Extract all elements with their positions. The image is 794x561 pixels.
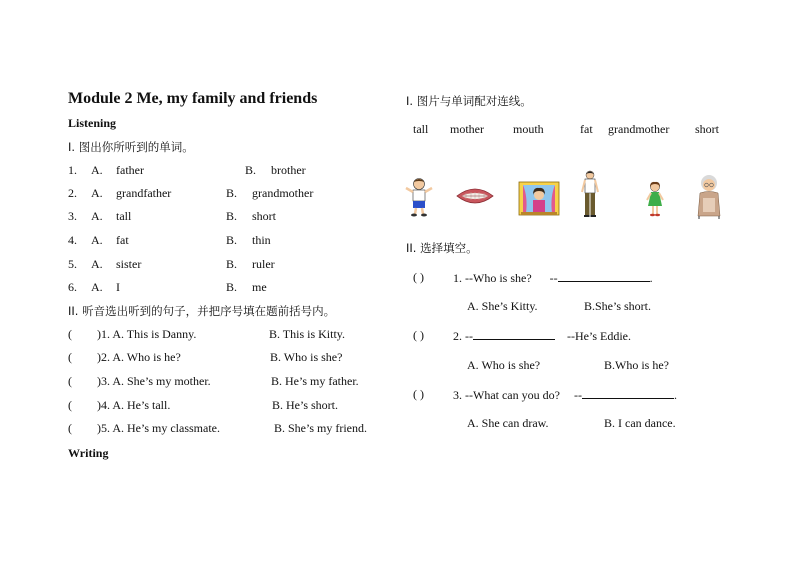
answer-blank[interactable]: [582, 387, 674, 399]
question-part: --: [573, 388, 582, 402]
section-writing: Writing: [68, 446, 109, 460]
word-fat[interactable]: fat: [580, 122, 593, 136]
option-label: B.: [245, 163, 257, 177]
question-text: [453, 270, 653, 286]
answer-paren[interactable]: ( ): [413, 328, 424, 342]
part2-heading: II. 听音选出听到的句子，并把序号填在题前括号内。: [68, 304, 336, 318]
choice-b: B. I can dance.: [604, 416, 676, 430]
choice-a: A. She’s Kitty.: [467, 299, 538, 313]
option-a: sister: [116, 257, 142, 271]
option-label: A.: [91, 233, 103, 247]
word-mother[interactable]: mother: [450, 122, 484, 136]
row-number: 4.: [68, 233, 77, 247]
girl-in-window-picture[interactable]: [518, 181, 560, 216]
question-b: B. Who is she?: [270, 350, 343, 364]
grandmother-picture[interactable]: [696, 174, 722, 220]
answer-blank[interactable]: [558, 270, 650, 282]
answer-paren[interactable]: ( ): [413, 270, 424, 284]
boy-picture[interactable]: [404, 177, 434, 217]
option-b: brother: [271, 163, 306, 177]
question-text: [453, 328, 631, 344]
question-a: )4. A. He’s tall.: [97, 398, 171, 412]
question-text: [453, 387, 677, 403]
option-a: father: [116, 163, 144, 177]
question-a: )1. A. This is Danny.: [97, 327, 197, 341]
answer-blank[interactable]: [473, 328, 555, 340]
row-number: 3.: [68, 209, 77, 223]
option-label: B.: [226, 257, 238, 271]
section-listening: Listening: [68, 116, 117, 130]
word-tall[interactable]: tall: [413, 122, 429, 136]
word-mouth[interactable]: mouth: [513, 122, 544, 136]
question-b: B. He’s short.: [272, 398, 338, 412]
choice-b: B.She’s short.: [584, 299, 652, 313]
row-number: 5.: [68, 257, 77, 271]
option-label: A.: [91, 163, 103, 177]
option-label: B.: [226, 280, 238, 294]
answer-paren[interactable]: (: [68, 327, 72, 341]
option-label: A.: [91, 209, 103, 223]
word-short[interactable]: short: [695, 122, 719, 136]
option-a: tall: [116, 209, 132, 223]
question-a: )3. A. She’s my mother.: [97, 374, 211, 388]
question-part: --He’s Eddie.: [567, 329, 631, 343]
mouth-picture[interactable]: [455, 182, 495, 210]
answer-paren[interactable]: (: [68, 374, 72, 388]
question-part: --: [549, 271, 558, 285]
question-b: B. This is Kitty.: [269, 327, 346, 341]
row-number: 2.: [68, 186, 77, 200]
question-part: 2. --: [453, 329, 473, 343]
option-label: A.: [91, 186, 103, 200]
answer-paren[interactable]: (: [68, 350, 72, 364]
question-a: )2. A. Who is he?: [97, 350, 181, 364]
short-girl-picture[interactable]: [645, 181, 665, 217]
option-a: grandfather: [116, 186, 172, 200]
question-b: B. He’s my father.: [271, 374, 359, 388]
choice-b: B.Who is he?: [604, 358, 669, 372]
choice-a: A. Who is she?: [467, 358, 541, 372]
answer-paren[interactable]: (: [68, 398, 72, 412]
question-end: .: [649, 271, 653, 285]
tall-man-picture[interactable]: [579, 170, 601, 218]
page-title: Module 2 Me, my family and friends: [68, 90, 318, 107]
option-label: A.: [91, 257, 103, 271]
question-part: 3. --What can you do?: [453, 388, 560, 402]
question-a: )5. A. He’s my classmate.: [97, 421, 220, 435]
row-number: 6.: [68, 280, 77, 294]
fill-heading: II. 选择填空。: [406, 241, 478, 255]
option-a: fat: [116, 233, 129, 247]
option-a: I: [116, 280, 120, 294]
option-b: ruler: [252, 257, 275, 271]
option-b: short: [252, 209, 276, 223]
answer-paren[interactable]: ( ): [413, 387, 424, 401]
question-end: .: [673, 388, 677, 402]
row-number: 1.: [68, 163, 77, 177]
option-b: thin: [252, 233, 271, 247]
answer-paren[interactable]: (: [68, 421, 72, 435]
option-label: B.: [226, 209, 238, 223]
option-label: B.: [226, 233, 238, 247]
question-b: B. She’s my friend.: [274, 421, 367, 435]
option-label: A.: [91, 280, 103, 294]
word-grandmother[interactable]: grandmother: [608, 122, 670, 136]
match-heading: I. 图片与单词配对连线。: [406, 94, 532, 108]
question-part: 1. --Who is she?: [453, 271, 532, 285]
option-b: grandmother: [252, 186, 314, 200]
part1-heading: I. 图出你所听到的单词。: [68, 140, 194, 154]
option-label: B.: [226, 186, 238, 200]
option-b: me: [252, 280, 267, 294]
choice-a: A. She can draw.: [467, 416, 549, 430]
